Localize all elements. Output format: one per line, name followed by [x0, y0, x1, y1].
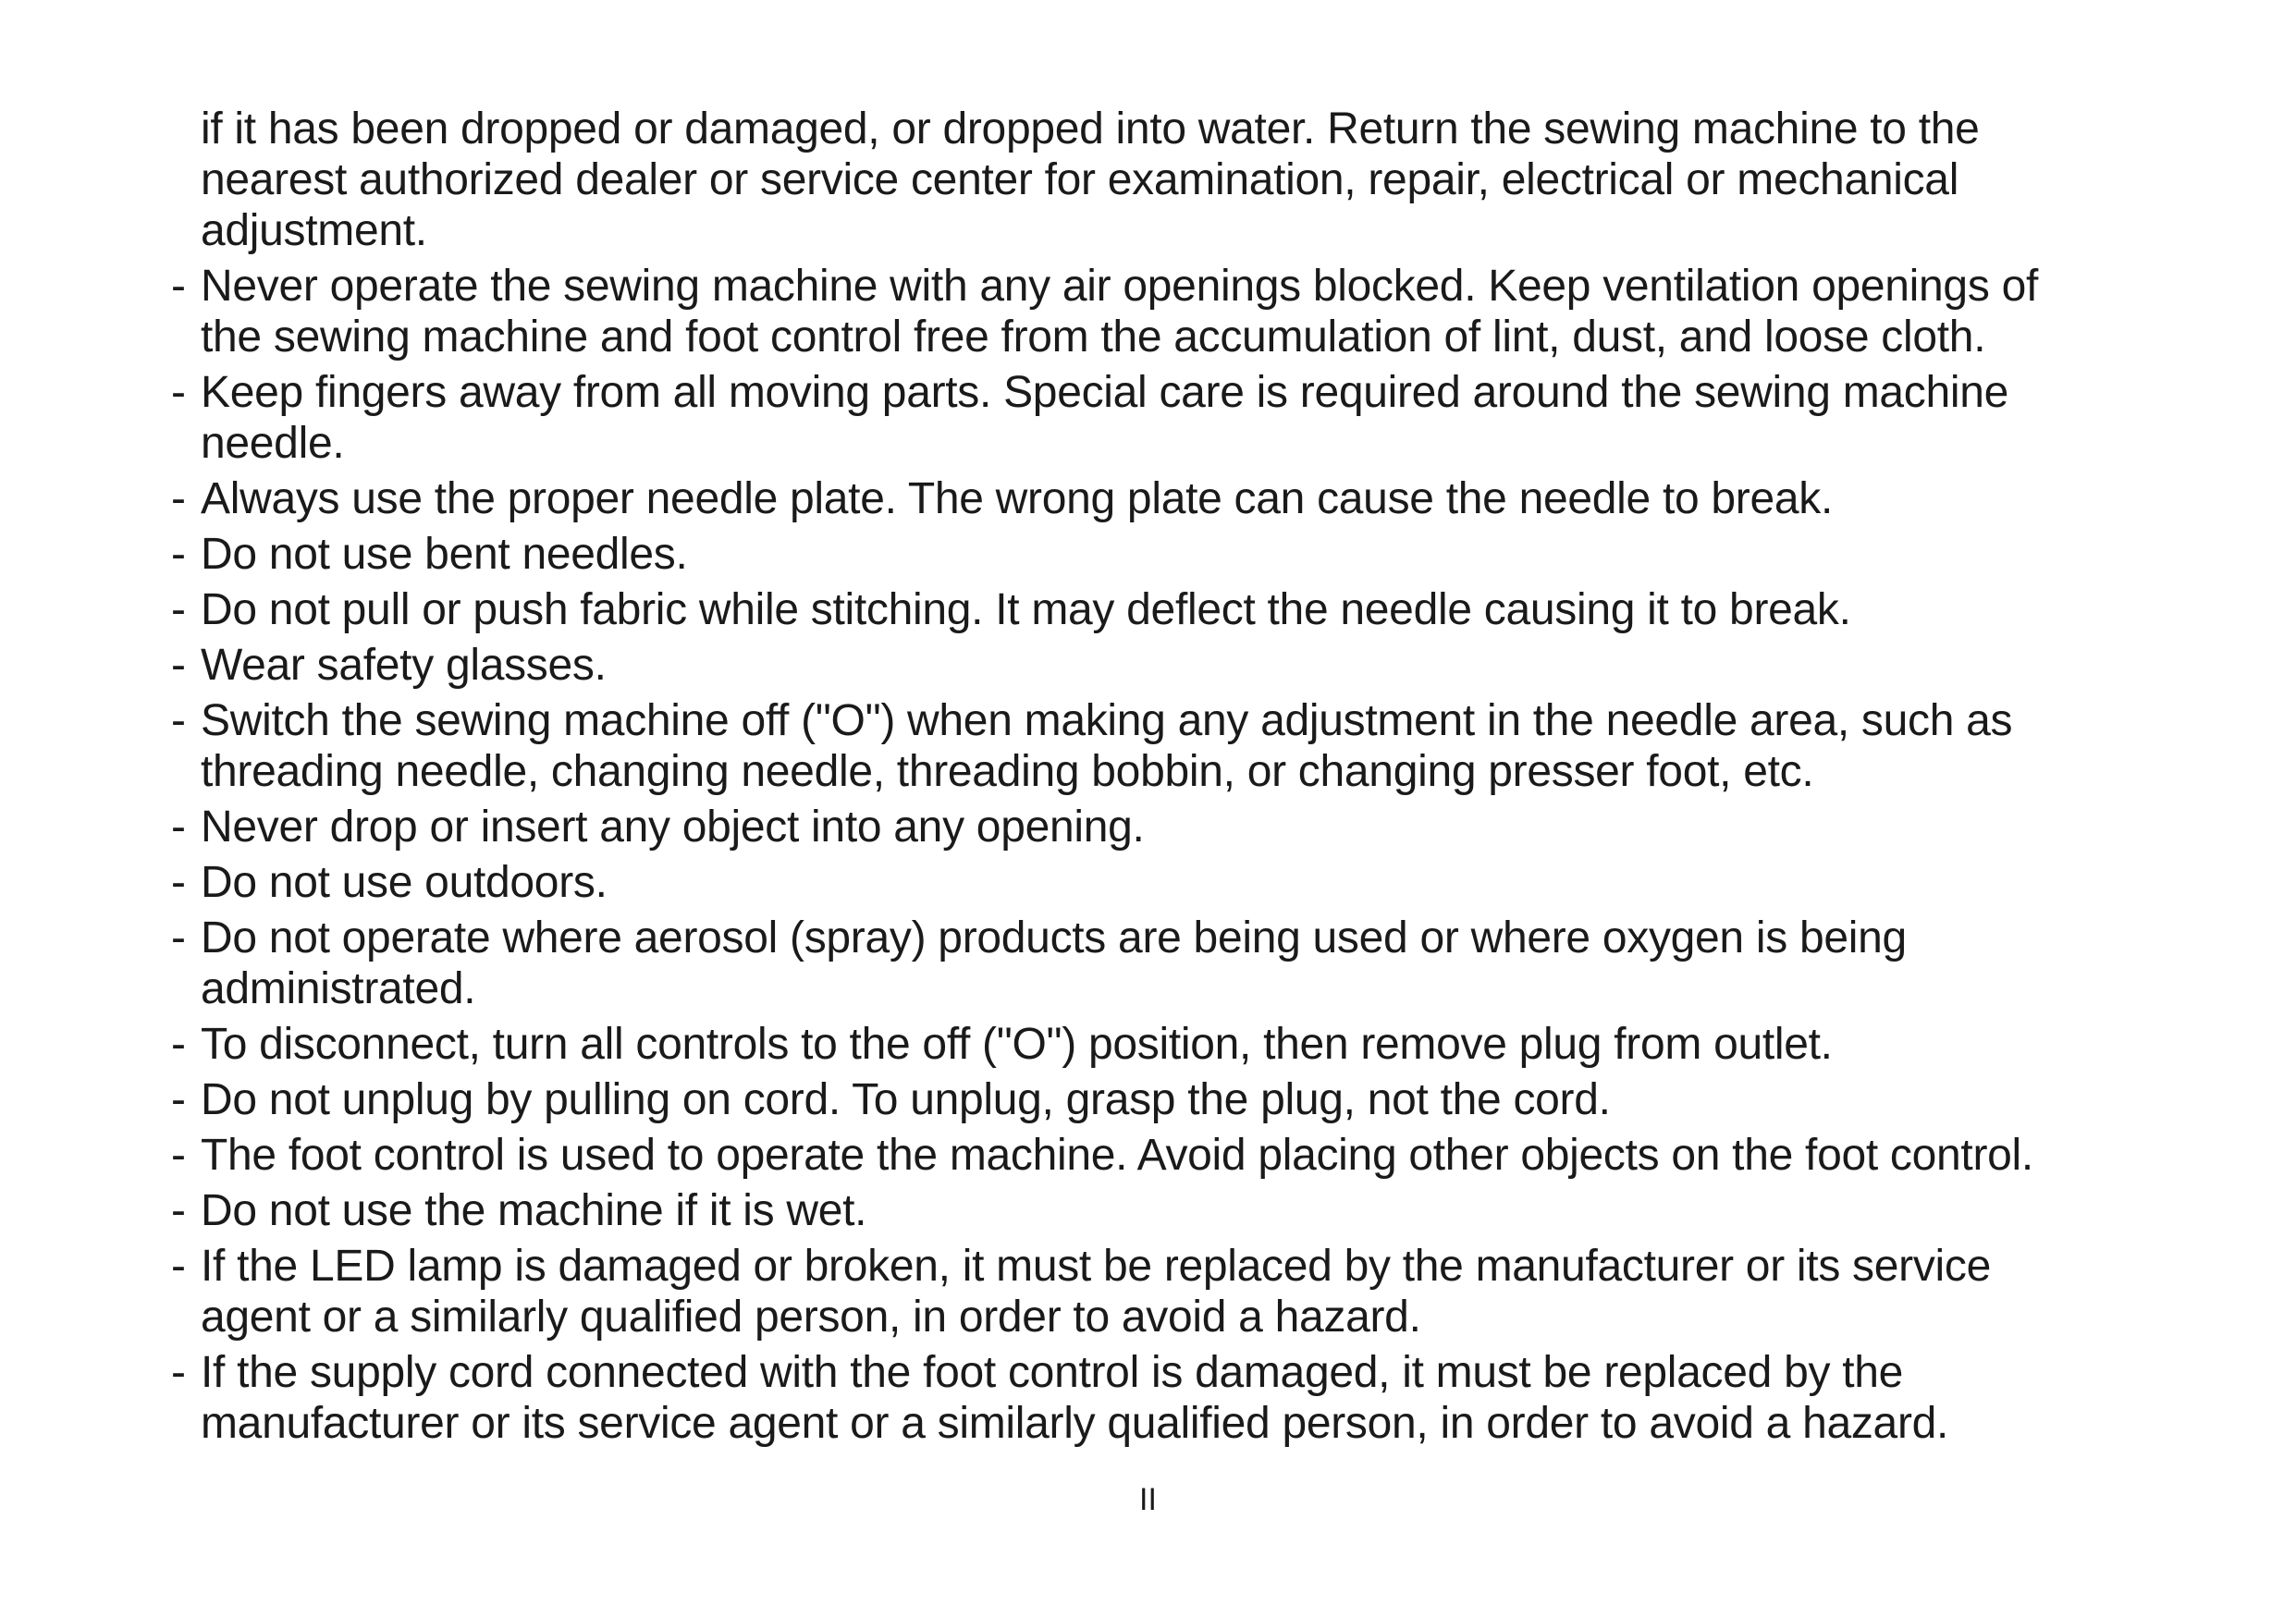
- list-item-text: Always use the proper needle plate. The wrong plate can cause the needle to break.: [201, 474, 1834, 523]
- list-item-text: Do not use the machine if it is wet.: [201, 1186, 867, 1235]
- bullet-dash: -: [171, 1348, 186, 1397]
- list-item-text: Do not pull or push fabric while stitching. It may deflect the needle causing it to break.: [201, 585, 1851, 634]
- list-item: [171, 1019, 2205, 1070]
- bullet-dash: -: [171, 641, 186, 690]
- list-item: [171, 261, 2205, 362]
- list-item-text: To disconnect, turn all controls to the off ("O") position, then remove plug from outlet.: [201, 1020, 1833, 1069]
- list-item-text: The foot control is used to operate the machine. Avoid placing other objects on the foot control.: [201, 1131, 2033, 1180]
- bullet-dash: -: [171, 1020, 186, 1069]
- bullet-dash: -: [171, 585, 186, 634]
- bullet-dash: -: [171, 1131, 186, 1180]
- list-item: [171, 913, 2205, 1014]
- bullet-dash: -: [171, 696, 186, 745]
- bullet-dash: -: [171, 858, 186, 907]
- bullet-dash: -: [171, 913, 186, 962]
- list-item-text: Keep fingers away from all moving parts. Special care is required around the sewing machine needle.: [201, 368, 2009, 468]
- list-item: [171, 1130, 2205, 1181]
- list-item: [171, 1241, 2205, 1342]
- list-item-text: Do not use outdoors.: [201, 858, 608, 907]
- safety-instructions: [171, 104, 2205, 1449]
- continuation-text: if it has been dropped or damaged, or dropped into water. Return the sewing machine to the nearest authorized dealer or service center for examination, repair, electrical or mechanical adjustment.: [201, 104, 1980, 255]
- bullet-dash: -: [171, 368, 186, 417]
- page-number: II: [1139, 1482, 1157, 1517]
- list-item-text: Do not use bent needles.: [201, 530, 688, 579]
- list-item-text: Never operate the sewing machine with any air openings blocked. Keep ventilation openings of the sewing machine and foot control free from the accumulation of lint, dust, and loose cloth.: [201, 262, 2038, 362]
- list-item: [171, 695, 2205, 797]
- list-item: [171, 1347, 2205, 1449]
- list-item: [171, 473, 2205, 524]
- bullet-dash: -: [171, 1242, 186, 1291]
- list-item-text: Wear safety glasses.: [201, 641, 607, 690]
- bullet-dash: -: [171, 803, 186, 852]
- list-item-text: Never drop or insert any object into any opening.: [201, 803, 1145, 852]
- bullet-dash: -: [171, 262, 186, 311]
- list-item: [171, 640, 2205, 691]
- list-item-text: Do not unplug by pulling on cord. To unplug, grasp the plug, not the cord.: [201, 1075, 1611, 1124]
- continuation-paragraph: [171, 104, 2205, 256]
- list-item: [171, 367, 2205, 469]
- bullet-dash: -: [171, 474, 186, 523]
- bullet-dash: -: [171, 1186, 186, 1235]
- list-item: [171, 857, 2205, 908]
- list-item: [171, 802, 2205, 852]
- list-item: [171, 1185, 2205, 1236]
- bullet-dash: -: [171, 530, 186, 579]
- list-item: [171, 584, 2205, 635]
- list-item: [171, 1074, 2205, 1125]
- bullet-dash: -: [171, 1075, 186, 1124]
- list-item-text: If the LED lamp is damaged or broken, it must be replaced by the manufacturer or its service agent or a similarly qualified person, in order to avoid a hazard.: [201, 1242, 1991, 1342]
- list-item: [171, 529, 2205, 580]
- list-item-text: Switch the sewing machine off ("O") when making any adjustment in the needle area, such as threading needle, changing needle, threading bobbin, or changing presser foot, etc.: [201, 696, 2013, 796]
- list-item-text: If the supply cord connected with the foot control is damaged, it must be replaced by the manufacturer or its service agent or a similarly qualified person, in order to avoid a hazard.: [201, 1348, 1949, 1448]
- list-item-text: Do not operate where aerosol (spray) products are being used or where oxygen is being administrated.: [201, 913, 1907, 1013]
